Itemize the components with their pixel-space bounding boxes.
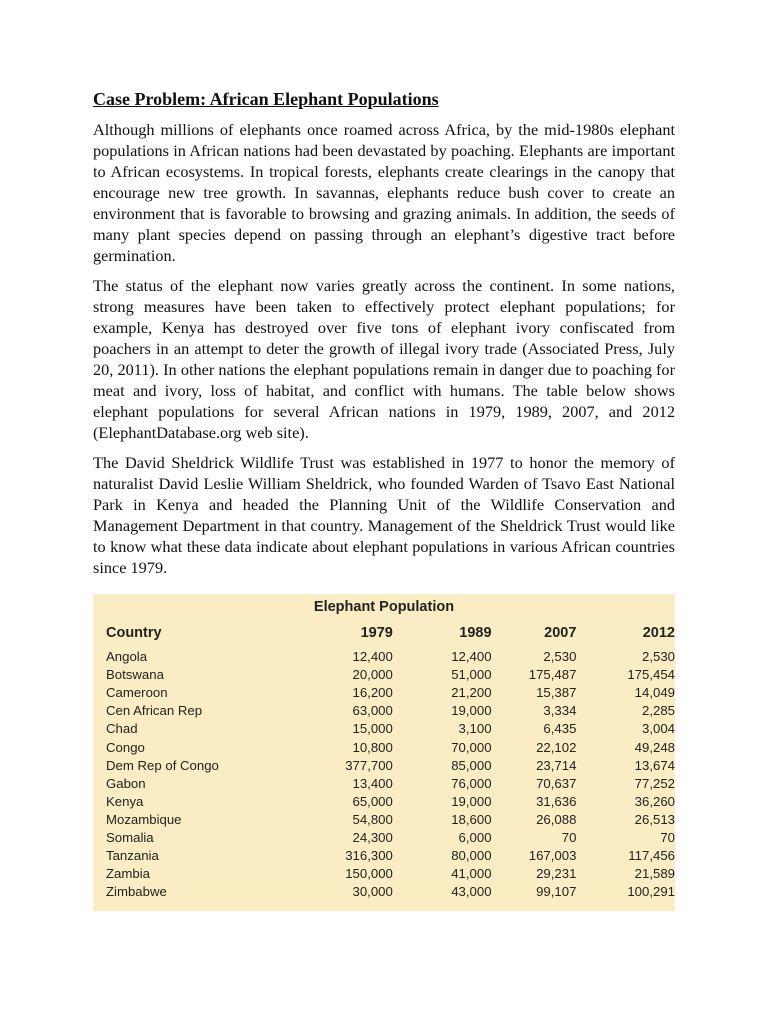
cell-1989: 3,100	[458, 721, 492, 737]
cell-2007: 22,102	[536, 739, 577, 755]
cell-country: Zambia	[106, 866, 150, 882]
cell-2012: 117,456	[628, 848, 675, 864]
cell-2012: 36,260	[634, 793, 675, 809]
cell-1989: 21,200	[451, 685, 492, 701]
cell-1979: 30,000	[352, 884, 393, 900]
table-row	[106, 793, 675, 811]
cell-2007: 23,714	[536, 757, 577, 773]
paragraph-intro: Although millions of elephants once roamed across Africa, by the mid-1980s elephant populations in African nations had been devastated by poaching. Elephants are important to African ecosystems. In tropical forests, elephants create clearings in the canopy that encourage new tree growth. In savannas, elephants reduce bush cover to create an environment that is favorable to browsing and grazing animals. In addition, the seeds of many plant species depend on passing through an elephant’s digestive tract before germination.	[93, 120, 675, 265]
header-2012: 2012	[642, 625, 675, 641]
cell-1989: 43,000	[451, 884, 492, 900]
paragraph-trust: The David Sheldrick Wildlife Trust was established in 1977 to honor the memory of naturalist David Leslie William Sheldrick, who founded Warden of Tsavo East National Park in Kenya and headed the Planning Unit of the Wildlife Conservation and Management Department in that country. Management of the Sheldrick Trust would like to know what these data indicate about elephant populations in various African countries since 1979.	[93, 453, 675, 577]
cell-1989: 19,000	[451, 703, 492, 719]
table-row	[106, 883, 675, 901]
elephant-population-table-box	[93, 594, 675, 911]
table-row	[106, 666, 675, 684]
cell-2012: 70	[660, 829, 675, 845]
cell-2012: 13,674	[634, 757, 675, 773]
cell-1979: 316,300	[345, 848, 393, 864]
header-2007: 2007	[544, 625, 577, 641]
cell-2007: 29,231	[536, 866, 577, 882]
cell-1989: 19,000	[451, 793, 492, 809]
cell-2007: 175,487	[528, 667, 577, 683]
cell-2012: 21,589	[634, 866, 675, 882]
cell-1979: 10,800	[352, 739, 393, 755]
cell-1989: 76,000	[451, 775, 492, 791]
cell-2007: 70	[561, 829, 577, 845]
cell-2007: 6,435	[543, 721, 577, 737]
cell-2012: 100,291	[627, 884, 675, 900]
table-row	[106, 648, 675, 666]
cell-2007: 167,003	[528, 848, 577, 864]
cell-1979: 54,800	[352, 811, 393, 827]
cell-1979: 12,400	[352, 649, 393, 665]
header-1979: 1979	[360, 625, 393, 641]
cell-country: Cameroon	[106, 685, 168, 701]
table-header-row	[106, 625, 675, 648]
cell-2007: 26,088	[536, 811, 577, 827]
cell-2012: 26,513	[634, 811, 675, 827]
cell-1979: 377,700	[345, 757, 393, 773]
table-row	[106, 865, 675, 883]
cell-country: Cen African Rep	[106, 703, 203, 719]
cell-2012: 49,248	[634, 739, 675, 755]
table-row	[106, 757, 675, 775]
table-title: Elephant Population	[313, 599, 455, 615]
table-row	[106, 775, 675, 793]
cell-1989: 41,000	[451, 866, 492, 882]
table-row	[106, 811, 675, 829]
cell-1989: 6,000	[458, 829, 492, 845]
cell-1989: 51,000	[451, 667, 492, 683]
cell-2007: 2,530	[543, 649, 577, 665]
cell-2012: 2,285	[641, 703, 675, 719]
document-body	[93, 88, 675, 587]
cell-country: Chad	[106, 721, 138, 737]
cell-country: Mozambique	[106, 811, 182, 827]
cell-1989: 70,000	[451, 739, 492, 755]
cell-country: Somalia	[106, 829, 154, 845]
elephant-population-table	[106, 625, 675, 901]
paragraph-status: The status of the elephant now varies greatly across the continent. In some nations, strong measures have been taken to effectively protect elephant populations; for example, Kenya has destroyed over five tons of elephant ivory confiscated from poachers in an attempt to deter the growth of illegal ivory trade (Associated Press, July 20, 2011). In other nations the elephant populations remain in danger due to poaching for meat and ivory, loss of habitat, and conflict with humans. The table below shows elephant populations for several African nations in 1979, 1989, 2007, and 2012 (ElephantDatabase.org web site).	[93, 276, 675, 442]
table-row	[106, 847, 675, 865]
cell-1979: 63,000	[352, 703, 393, 719]
cell-country: Kenya	[106, 793, 144, 809]
header-1989: 1989	[459, 625, 492, 641]
cell-country: Congo	[106, 739, 145, 755]
cell-1979: 13,400	[352, 775, 393, 791]
table-row	[106, 684, 675, 702]
cell-1979: 24,300	[352, 829, 393, 845]
cell-1979: 65,000	[352, 793, 393, 809]
header-country: Country	[106, 625, 162, 641]
cell-2012: 14,049	[634, 685, 675, 701]
cell-1989: 12,400	[451, 649, 492, 665]
cell-2007: 31,636	[536, 793, 577, 809]
cell-country: Tanzania	[106, 848, 159, 864]
page-title: Case Problem: African Elephant Populations	[93, 89, 439, 109]
cell-2007: 99,107	[536, 884, 577, 900]
cell-country: Zimbabwe	[106, 884, 167, 900]
cell-country: Botswana	[106, 667, 164, 683]
table-row	[106, 829, 675, 847]
cell-1989: 80,000	[451, 848, 492, 864]
cell-country: Dem Rep of Congo	[106, 757, 219, 773]
cell-1979: 16,200	[352, 685, 393, 701]
table-row	[106, 738, 675, 756]
cell-country: Gabon	[106, 775, 146, 791]
cell-1979: 20,000	[352, 667, 393, 683]
cell-country: Angola	[106, 649, 148, 665]
cell-1979: 150,000	[345, 866, 393, 882]
cell-2007: 15,387	[536, 685, 577, 701]
cell-1989: 85,000	[451, 757, 492, 773]
table-row	[106, 720, 675, 738]
table-row	[106, 702, 675, 720]
cell-1989: 18,600	[451, 811, 492, 827]
cell-2012: 77,252	[634, 775, 675, 791]
cell-2012: 2,530	[641, 649, 675, 665]
cell-2012: 3,004	[641, 721, 675, 737]
cell-2012: 175,454	[627, 667, 675, 683]
cell-2007: 70,637	[536, 775, 577, 791]
cell-2007: 3,334	[543, 703, 577, 719]
cell-1979: 15,000	[352, 721, 393, 737]
